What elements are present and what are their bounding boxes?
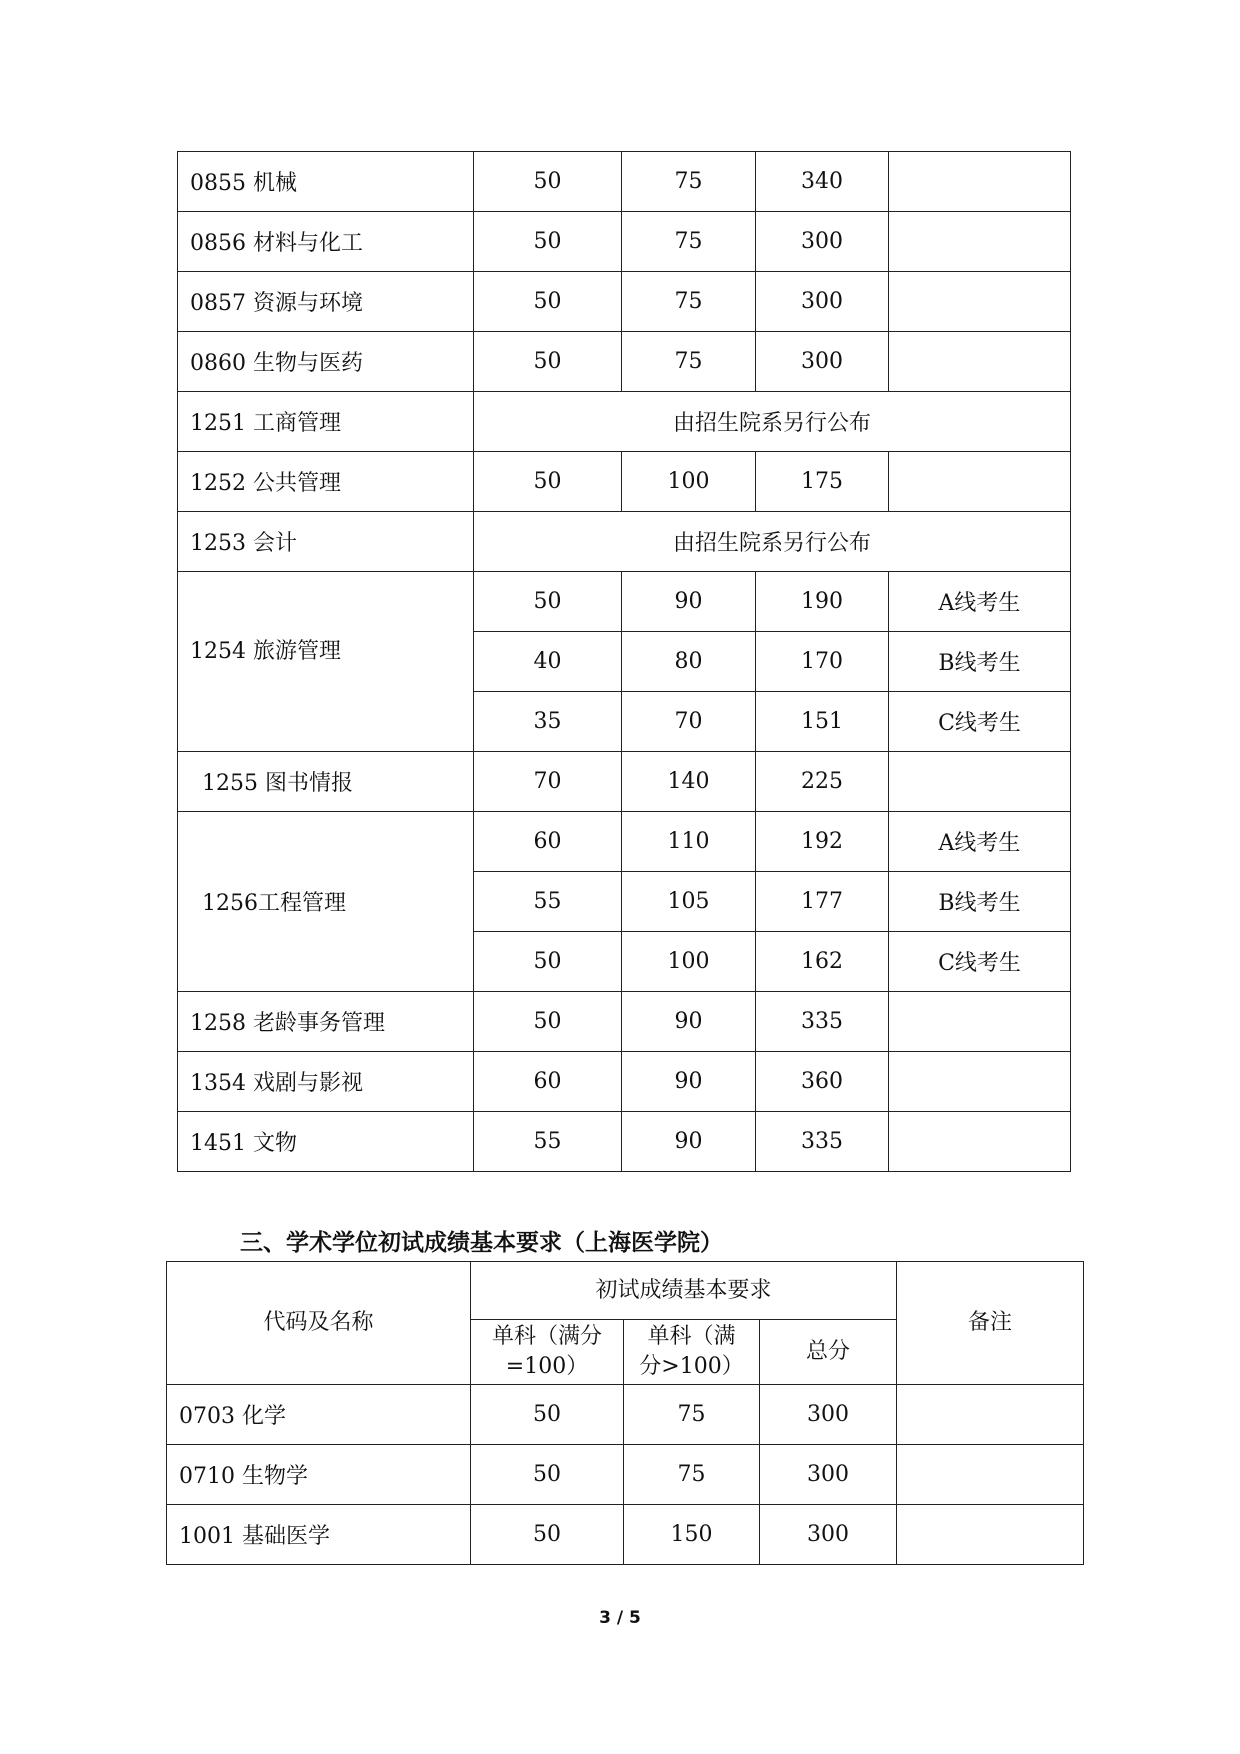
single-subject-over-100: 75 xyxy=(622,332,756,392)
program-name: 1253 会计 xyxy=(178,512,474,572)
header-remark: 备注 xyxy=(897,1262,1084,1385)
single-subject-100: 35 xyxy=(474,692,622,752)
single-subject-over-100: 75 xyxy=(622,152,756,212)
remark: B线考生 xyxy=(889,872,1071,932)
single-subject-100: 60 xyxy=(474,812,622,872)
program-name: 0703 化学 xyxy=(167,1385,471,1445)
remark xyxy=(897,1505,1084,1565)
header-row xyxy=(167,1262,1084,1320)
table-row xyxy=(178,392,1071,452)
single-subject-100: 50 xyxy=(474,152,622,212)
header-single-100: 单科（满分=100） xyxy=(471,1320,624,1385)
table-row xyxy=(178,452,1071,512)
single-subject-over-100: 75 xyxy=(622,272,756,332)
program-name: 1256工程管理 xyxy=(178,812,474,992)
single-subject-100: 50 xyxy=(474,212,622,272)
total-score: 335 xyxy=(756,1112,889,1172)
table-row xyxy=(178,512,1071,572)
professional-degree-score-table xyxy=(177,151,1071,1172)
single-subject-100: 50 xyxy=(474,572,622,632)
total-score: 175 xyxy=(756,452,889,512)
table-row xyxy=(178,1112,1071,1172)
table-row xyxy=(167,1385,1084,1445)
table-row xyxy=(178,572,1071,632)
single-subject-100: 50 xyxy=(474,932,622,992)
single-subject-over-100: 100 xyxy=(622,452,756,512)
single-subject-100: 50 xyxy=(471,1505,624,1565)
single-subject-100: 55 xyxy=(474,1112,622,1172)
remark xyxy=(889,272,1071,332)
table-row xyxy=(178,1052,1071,1112)
total-score: 300 xyxy=(756,272,889,332)
announcement-text: 由招生院系另行公布 xyxy=(474,392,1071,452)
table-row xyxy=(178,152,1071,212)
remark xyxy=(889,1112,1071,1172)
single-subject-100: 50 xyxy=(474,452,622,512)
single-subject-over-100: 100 xyxy=(622,932,756,992)
header-score-group: 初试成绩基本要求 xyxy=(471,1262,897,1320)
remark xyxy=(889,212,1071,272)
total-score: 225 xyxy=(756,752,889,812)
program-name: 0857 资源与环境 xyxy=(178,272,474,332)
remark xyxy=(889,152,1071,212)
program-name: 1252 公共管理 xyxy=(178,452,474,512)
program-name: 0855 机械 xyxy=(178,152,474,212)
single-subject-100: 50 xyxy=(474,332,622,392)
remark xyxy=(889,752,1071,812)
total-score: 335 xyxy=(756,992,889,1052)
remark xyxy=(889,1052,1071,1112)
remark xyxy=(889,452,1071,512)
table-row xyxy=(178,752,1071,812)
single-subject-over-100: 105 xyxy=(622,872,756,932)
single-subject-over-100: 110 xyxy=(622,812,756,872)
single-subject-over-100: 90 xyxy=(622,1052,756,1112)
single-subject-100: 70 xyxy=(474,752,622,812)
single-subject-100: 50 xyxy=(471,1445,624,1505)
remark xyxy=(897,1385,1084,1445)
header-total: 总分 xyxy=(760,1320,897,1385)
total-score: 300 xyxy=(760,1505,897,1565)
single-subject-100: 50 xyxy=(474,272,622,332)
table-row xyxy=(178,272,1071,332)
single-subject-100: 50 xyxy=(474,992,622,1052)
program-name: 0860 生物与医药 xyxy=(178,332,474,392)
single-subject-over-100: 80 xyxy=(622,632,756,692)
total-score: 177 xyxy=(756,872,889,932)
single-subject-over-100: 140 xyxy=(622,752,756,812)
table-row xyxy=(178,812,1071,872)
remark: A线考生 xyxy=(889,572,1071,632)
remark xyxy=(889,332,1071,392)
table-row xyxy=(178,212,1071,272)
table-row xyxy=(167,1505,1084,1565)
single-subject-100: 60 xyxy=(474,1052,622,1112)
page-number: 3 / 5 xyxy=(599,1608,641,1628)
single-subject-over-100: 75 xyxy=(622,212,756,272)
header-code-name: 代码及名称 xyxy=(167,1262,471,1385)
single-subject-over-100: 75 xyxy=(624,1445,760,1505)
program-name: 1254 旅游管理 xyxy=(178,572,474,752)
remark xyxy=(889,992,1071,1052)
total-score: 300 xyxy=(760,1445,897,1505)
section-title: 三、学术学位初试成绩基本要求（上海医学院） xyxy=(240,1229,723,1256)
total-score: 151 xyxy=(756,692,889,752)
total-score: 300 xyxy=(760,1385,897,1445)
single-subject-over-100: 150 xyxy=(624,1505,760,1565)
header-single-over-100: 单科（满分>100） xyxy=(624,1320,760,1385)
remark: A线考生 xyxy=(889,812,1071,872)
remark: C线考生 xyxy=(889,932,1071,992)
total-score: 300 xyxy=(756,212,889,272)
program-name: 1258 老龄事务管理 xyxy=(178,992,474,1052)
total-score: 190 xyxy=(756,572,889,632)
single-subject-100: 40 xyxy=(474,632,622,692)
remark: B线考生 xyxy=(889,632,1071,692)
single-subject-100: 55 xyxy=(474,872,622,932)
single-subject-100: 50 xyxy=(471,1385,624,1445)
program-name: 1251 工商管理 xyxy=(178,392,474,452)
total-score: 300 xyxy=(756,332,889,392)
program-name: 1451 文物 xyxy=(178,1112,474,1172)
single-subject-over-100: 70 xyxy=(622,692,756,752)
program-name: 0856 材料与化工 xyxy=(178,212,474,272)
academic-degree-score-table xyxy=(166,1261,1084,1565)
single-subject-over-100: 90 xyxy=(622,1112,756,1172)
total-score: 162 xyxy=(756,932,889,992)
table-row xyxy=(178,332,1071,392)
program-name: 1001 基础医学 xyxy=(167,1505,471,1565)
total-score: 340 xyxy=(756,152,889,212)
table-row xyxy=(178,992,1071,1052)
program-name: 1255 图书情报 xyxy=(178,752,474,812)
single-subject-over-100: 75 xyxy=(624,1385,760,1445)
program-name: 0710 生物学 xyxy=(167,1445,471,1505)
remark: C线考生 xyxy=(889,692,1071,752)
total-score: 192 xyxy=(756,812,889,872)
remark xyxy=(897,1445,1084,1505)
announcement-text: 由招生院系另行公布 xyxy=(474,512,1071,572)
single-subject-over-100: 90 xyxy=(622,572,756,632)
program-name: 1354 戏剧与影视 xyxy=(178,1052,474,1112)
total-score: 360 xyxy=(756,1052,889,1112)
total-score: 170 xyxy=(756,632,889,692)
table-row xyxy=(167,1445,1084,1505)
single-subject-over-100: 90 xyxy=(622,992,756,1052)
